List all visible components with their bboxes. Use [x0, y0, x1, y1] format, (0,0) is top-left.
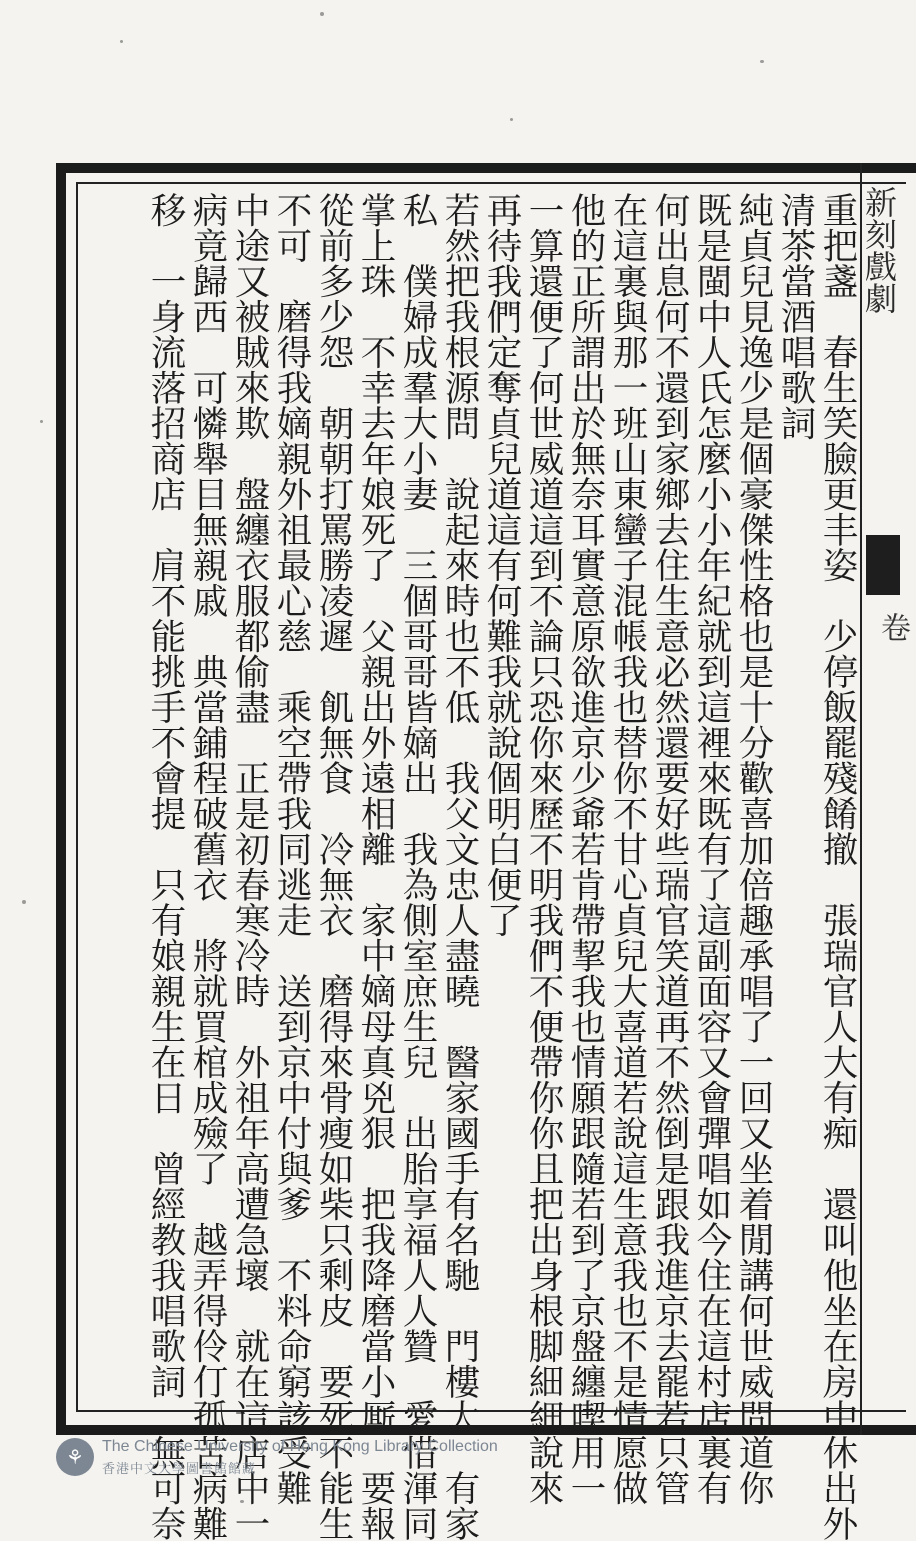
text-column: 掌上珠 不幸去年娘死了 父親出外遠相離 家中嫡母真兇狠 把我降磨當小厮 要報	[355, 192, 396, 1541]
text-column: 純貞兒見逸少是個豪傑性格也是十分歡喜加倍趣承唱了一回又坐着閒講何世威問道你	[733, 192, 774, 1506]
text-column: 他的正所謂出於無奈耳實意原欲進京少爺若肯帶挈我也情願跟隨若到了京盤纏喫用一	[565, 192, 606, 1506]
running-head-title: 新刻戲劇	[860, 186, 898, 314]
text-column: 若然把我根源問 說起來時也不低 我父文忠人盡曉 醫家國手有名馳 門樓大 有家	[439, 192, 480, 1541]
library-watermark	[56, 1438, 556, 1488]
text-column: 一算還便了何世威道這到不論只恐你來歷不明我們不便帶你你且把出身根脚細細說來	[523, 192, 564, 1506]
watermark-chinese: 香港中文大學圖書館館藏	[102, 1462, 257, 1477]
text-column: 病竟歸西 可憐舉目無親戚 典當鋪程破舊衣 將就買棺成殮了 越弄得伶仃孤苦病難	[187, 192, 228, 1541]
running-head-fishtail	[866, 535, 900, 595]
text-column: 不可 磨得我嫡親外祖最心慈 乘空帶我同逃走 送到京中付與爹 不料命窮該受難	[271, 192, 312, 1506]
text-column: 移 一身流落招商店 肩不能挑手不會提 只有娘親生在日 曾經教我唱歌詞 無可奈	[145, 192, 186, 1541]
text-column: 再待我們定奪貞兒道這有何難我就說個明白便了	[481, 192, 522, 938]
text-column: 清茶當酒唱歌詞	[775, 192, 816, 441]
text-column: 中途又被賊來欺 盤纏衣服都偷盡 正是初春寒冷時 外祖年高遭急壞 就在這店中一	[229, 192, 270, 1541]
text-column: 既是閩中人氏怎麼小小年紀就到這裡來既有了這副面容又會彈唱如今住在這村店裏有	[691, 192, 732, 1506]
text-column: 從前多少怨 朝朝打罵勝凌遲 飢無食 冷無衣 磨得來骨瘦如柴只剩皮 要死不能生	[313, 192, 354, 1541]
library-seal-icon: ⚘	[56, 1438, 94, 1476]
text-column: 何出息何不還到家鄉去住生意必然還要好些瑞官笑道再不然倒是跟我進京去罷若只管	[649, 192, 690, 1506]
text-column: 在這裏與那一班山東蠻子混帳我也替你不甘心貞兒大喜道若說這生意我也不是情愿做	[607, 192, 648, 1506]
text-column: 重把盞 春生笑臉更丰姿 少停飯罷殘餚撤 張瑞官人大有痴 還叫他坐在房中休出外	[817, 192, 858, 1541]
watermark-english: The Chinese University of Hong Kong Library Collection	[102, 1438, 498, 1455]
running-head-strip	[860, 163, 900, 1435]
text-column: 私 僕婦成羣大小妻 三個哥哥皆嫡出 我為側室庶生兒 出胎享福人人贊 愛惜渾同	[397, 192, 438, 1541]
running-head-volume: 卷	[875, 612, 910, 642]
